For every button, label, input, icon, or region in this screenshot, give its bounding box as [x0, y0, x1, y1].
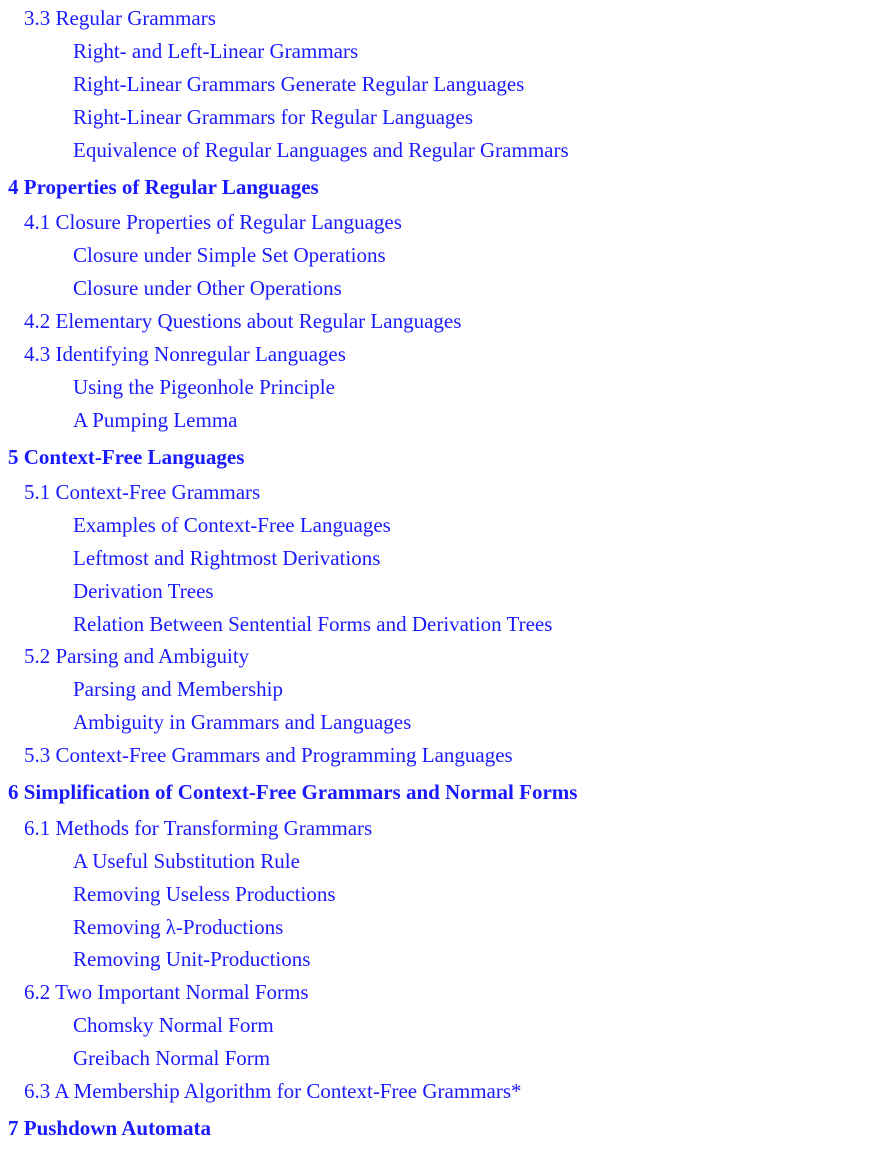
toc-chapter-link[interactable]: 7 Pushdown Automata: [8, 1116, 212, 1140]
toc-subsection-link[interactable]: A Useful Substitution Rule: [73, 849, 300, 873]
toc-subsection-link[interactable]: Greibach Normal Form: [73, 1046, 271, 1070]
toc-subsection-link[interactable]: Leftmost and Rightmost Derivations: [73, 546, 381, 570]
toc-subsection-link[interactable]: Closure under Simple Set Operations: [73, 243, 386, 267]
toc-section-link[interactable]: 4.1 Closure Properties of Regular Languages: [24, 210, 402, 234]
toc-subsection-link[interactable]: Derivation Trees: [73, 579, 214, 603]
toc-subsection-link[interactable]: Parsing and Membership: [73, 677, 283, 701]
toc-subsection-link[interactable]: Equivalence of Regular Languages and Regular Grammars: [73, 138, 569, 162]
toc-subsection-link[interactable]: Removing λ-Productions: [73, 915, 284, 939]
toc-subsection-link[interactable]: A Pumping Lemma: [73, 408, 238, 432]
toc-chapter-link[interactable]: 4 Properties of Regular Languages: [8, 175, 319, 199]
toc-subsection-link[interactable]: Closure under Other Operations: [73, 276, 342, 300]
toc-section-link[interactable]: 6.3 A Membership Algorithm for Context-Free Grammars*: [24, 1079, 522, 1103]
toc-subsection-link[interactable]: Ambiguity in Grammars and Languages: [73, 710, 412, 734]
toc-subsection-link[interactable]: Right-Linear Grammars for Regular Languages: [73, 105, 474, 129]
toc-subsection-link[interactable]: Right-Linear Grammars Generate Regular Languages: [73, 72, 525, 96]
toc-subsection-link[interactable]: Using the Pigeonhole Principle: [73, 375, 335, 399]
toc-section-link[interactable]: 6.1 Methods for Transforming Grammars: [24, 816, 373, 840]
toc-subsection-link[interactable]: Removing Unit-Productions: [73, 947, 311, 971]
toc-subsection-link[interactable]: Examples of Context-Free Languages: [73, 513, 391, 537]
toc-chapter-link[interactable]: 5 Context-Free Languages: [8, 445, 245, 469]
toc-section-link[interactable]: 5.1 Context-Free Grammars: [24, 480, 261, 504]
toc-section-link[interactable]: 4.3 Identifying Nonregular Languages: [24, 342, 346, 366]
toc-chapter-link[interactable]: 6 Simplification of Context-Free Grammars and Normal Forms: [8, 780, 578, 804]
toc-section-link[interactable]: 3.3 Regular Grammars: [24, 6, 216, 30]
toc-section-link[interactable]: 6.2 Two Important Normal Forms: [24, 980, 309, 1004]
toc-section-link[interactable]: 5.2 Parsing and Ambiguity: [24, 644, 250, 668]
toc-subsection-link[interactable]: Relation Between Sentential Forms and Derivation Trees: [73, 612, 553, 636]
toc-subsection-link[interactable]: Right- and Left-Linear Grammars: [73, 39, 359, 63]
toc-section-link[interactable]: 4.2 Elementary Questions about Regular Languages: [24, 309, 462, 333]
toc-subsection-link[interactable]: Chomsky Normal Form: [73, 1013, 274, 1037]
toc-section-link[interactable]: 5.3 Context-Free Grammars and Programming Languages: [24, 743, 513, 767]
toc-subsection-link[interactable]: Removing Useless Productions: [73, 882, 336, 906]
